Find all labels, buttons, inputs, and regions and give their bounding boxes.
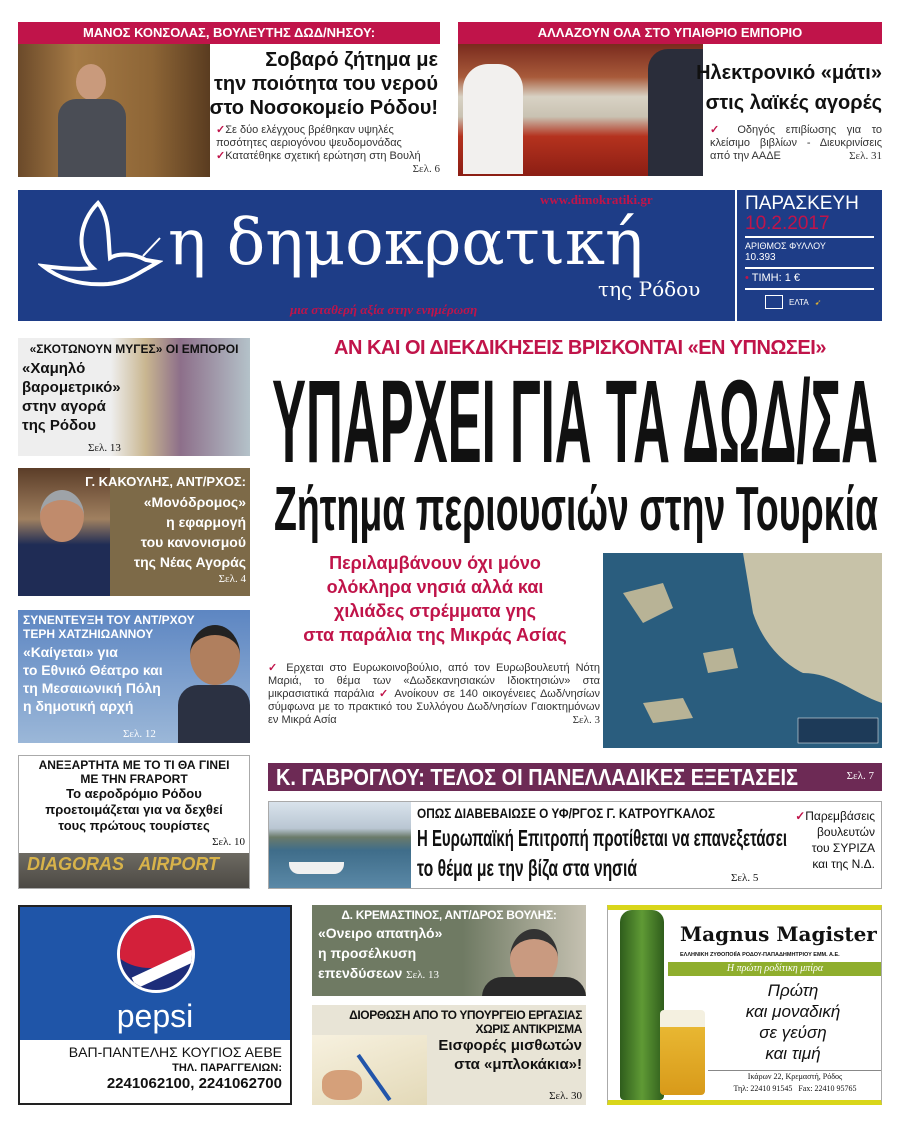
photo-kremastinos (482, 925, 586, 996)
story-kicker: ΜΕ ΤΗΝ FRAPORT (80, 772, 188, 786)
check-icon: ✓ (710, 124, 738, 136)
page-ref: Σελ. 3 (572, 714, 600, 726)
left-story-airport[interactable] (18, 755, 250, 889)
story-kicker: Γ. ΚΑΚΟΥΛΗΣ, ΑΝΤ/ΡΧΟΣ: (85, 474, 246, 489)
side-note: και της Ν.Δ. (812, 857, 875, 871)
lead-deck-line: ολόκληρα νησιά αλλά και (326, 577, 544, 597)
top-left-story[interactable] (18, 22, 440, 177)
story-title-line: στο Νοσοκομείο Ρόδου! (209, 97, 438, 119)
issue-info-panel: ΠΑΡΑΣΚΕΥΗ 10.2.2017 ΑΡΙΘΜΟΣ ΦΥΛΛΟΥ 10.393 • ΤΙΜΗ: 1 € ΕΛΤΑ ➹ (735, 190, 882, 321)
story-kicker: ΣΥΝΕΝΤΕΥΞΗ ΤΟΥ ΑΝΤ/ΡΧΟΥ (23, 613, 195, 627)
story-title-line: το θέμα με την βίζα στα νησιά (417, 855, 637, 881)
story-title-line: Σοβαρό ζήτημα με (265, 49, 438, 71)
lead-body: Ερχεται στο Ευρωκοινοβούλιο, από τον Ευρωβουλευτή Νότη Μαριά, το θέμα των «Δωδεκανησιακών Ιδιοκτησιών» στα μικρασιατικά παράλια (268, 662, 600, 700)
bar-headline-svg (276, 763, 801, 791)
gavroglou-bar[interactable] (268, 763, 882, 791)
story-title-line: τη Μεσαιωνική Πόλη (23, 680, 161, 696)
story-title-line: «Χαμηλό (22, 360, 86, 377)
story-kicker: ΟΠΩΣ ΔΙΑΒΕΒΑΙΩΣΕ Ο ΥΦ/ΡΓΟΣ Γ. ΚΑΤΡΟΥΓΚΑΛΟΣ (417, 805, 715, 821)
ad-brand: Magnus Magister (680, 922, 877, 946)
visa-title-svg (417, 854, 639, 882)
story-title-line: βαρομετρικό» (22, 379, 121, 396)
ad-slogan-line: Πρώτη (767, 981, 819, 1000)
story-title-line: Το αεροδρόμιο Ρόδου (66, 786, 202, 801)
story-text: Σε δύο ελέγχους βρέθηκαν υψηλές ποσότητες αεριογόνου ψευδομονάδας (216, 124, 402, 149)
page-ref: Σελ. 12 (123, 728, 156, 740)
photo-writing-hand (312, 1035, 427, 1105)
story-title-line: η εφαρμογή (166, 514, 246, 530)
story-kicker: ΧΩΡΙΣ ΑΝΤΙΚΡΙΣΜΑ (475, 1022, 582, 1036)
issue-price: ΤΙΜΗ: 1 € (751, 272, 801, 284)
beer-bottle-icon (620, 910, 664, 1100)
lead-kicker: ΑΝ ΚΑΙ ΟΙ ΔΙΕΚΔΙΚΗΣΕΙΣ ΒΡΙΣΚΟΝΤΑΙ «ΕΝ ΥΠΝΩΣΕΙ» (334, 337, 826, 359)
ad-phone-label: ΤΗΛ. ΠΑΡΑΓΓΕΛΙΩΝ: (172, 1062, 282, 1074)
story-title-line: «Μονόδρομος» (143, 494, 246, 510)
pepsi-logo: pepsi (116, 998, 194, 1034)
page-ref: Σελ. 13 (88, 442, 121, 454)
issue-number-label: ΑΡΙΘΜΟΣ ΦΥΛΛΟΥ (745, 241, 826, 251)
story-title-line: την ποιότητα του νερού (213, 73, 438, 95)
story-title-line: επενδύσεων (318, 965, 403, 981)
kremastinos-story[interactable] (312, 905, 586, 996)
story-title-line: το Εθνικό Θέατρο και (23, 662, 163, 678)
lead-subhead-svg (272, 476, 880, 544)
story-kicker: «ΣΚΟΤΩΝΟΥΝ ΜΥΓΕΣ» ΟΙ ΕΜΠΟΡΟΙ (29, 342, 239, 356)
page-ref: Σελ. 13 (406, 969, 440, 981)
lead-headline-svg (272, 364, 880, 470)
story-title-line: στην αγορά (22, 398, 106, 415)
story-title-line: Ηλεκτρονικό «μάτι» (696, 62, 882, 84)
left-story-flies[interactable] (18, 338, 250, 456)
ad-company: ΕΛΛΗΝΙΚΗ ΖΥΘΟΠΟΙΪΑ ΡΟΔΟΥ-ΠΑΠΑΔΗΜΗΤΡΙΟΥ ΕΜΜ. Α.Ε. (680, 952, 840, 958)
story-title-line: προετοιμάζεται για να δεχθεί (45, 802, 223, 817)
ad-slogan-line: και τιμή (765, 1044, 821, 1063)
ad-phones: 2241062100, 2241062700 (106, 1075, 282, 1092)
story-title-line: στις λαϊκές αγορές (705, 92, 882, 114)
lead-deck-line: Περιλαμβάνουν όχι μόνο (329, 553, 541, 573)
photo-airport-sign: DIAGORAS AIRPORT (19, 853, 250, 889)
ad-strip: Η πρώτη ροδίτικη μπίρα (668, 962, 882, 976)
issue-date: 10.2.2017 (745, 214, 874, 238)
elta-logo: ΕΛΤΑ (789, 297, 809, 307)
photo-mp-konsolas (18, 44, 210, 177)
lead-deck-line: χιλιάδες στρέμματα γης (334, 601, 536, 621)
postage-icon (765, 295, 783, 309)
story-kicker: Δ. ΚΡΕΜΑΣΤΙΝΟΣ, ΑΝΤ/ΔΡΟΣ ΒΟΥΛΗΣ: (341, 908, 557, 922)
ad-address: Ικάρων 22, Κρεμαστή, Ρόδος (747, 1072, 843, 1081)
lead-subhead: Ζήτημα περιουσιών στην Τουρκία (274, 476, 878, 544)
check-icon: ✓ (216, 124, 226, 136)
issue-day: ΠΑΡΑΣΚΕΥΗ (745, 193, 859, 214)
story-text: Κατατέθηκε σχετική ερώτηση στη Βουλή (225, 150, 421, 162)
story-kicker: ΜΑΝΟΣ ΚΟΝΣΟΛΑΣ, ΒΟΥΛΕΥΤΗΣ ΔΩΔ/ΝΗΣΟΥ: (18, 22, 440, 44)
story-kicker: ΔΙΟΡΘΩΣΗ ΑΠΟ ΤΟ ΥΠΟΥΡΓΕΙΟ ΕΡΓΑΣΙΑΣ (349, 1008, 582, 1022)
page-ref: Σελ. 6 (412, 163, 440, 175)
story-title-line: η προσέλκυση (318, 945, 417, 961)
website-link[interactable]: www.dimokratiki.gr (540, 192, 653, 207)
visa-kicker-svg (417, 804, 717, 822)
photo-harbor (269, 802, 411, 889)
lead-headline: ΥΠΑΡΧΕΙ ΓΙΑ ΤΑ ΔΩΔ/ΣΑ (272, 364, 878, 470)
story-title-line: του κανονισμού (140, 534, 246, 550)
page-ref: Σελ. 30 (549, 1090, 582, 1102)
elta-bird-icon: ➹ (814, 297, 822, 307)
labour-story[interactable] (312, 1005, 586, 1105)
lead-deck-line: στα παράλια της Μικράς Ασίας (303, 625, 567, 645)
story-title-line: Εισφορές μισθωτών (438, 1037, 582, 1054)
page-ref: Σελ. 10 (212, 836, 245, 848)
side-note: βουλευτών (817, 825, 875, 839)
story-title-line: Η Ευρωπαϊκή Επιτροπή προτίθεται να επανεξετάσει (417, 825, 787, 851)
check-icon: ✓ (795, 809, 806, 823)
page-ref: Σελ. 4 (218, 573, 246, 585)
page-ref: Σελ. 5 (731, 872, 759, 884)
ad-company: ΒΑΠ-ΠΑΝΤΕΛΗΣ ΚΟΥΓΙΟΣ ΑΕΒΕ (68, 1044, 282, 1060)
page-ref: Σελ. 7 (846, 770, 874, 782)
story-title-line: της Ρόδου (22, 417, 96, 434)
magnus-magister-ad[interactable] (607, 905, 882, 1105)
map-dodecanese (603, 553, 882, 748)
photo-chatziioannou (178, 625, 250, 743)
ad-slogan-line: και μοναδική (745, 1002, 841, 1021)
story-kicker: ΤΕΡΗ ΧΑΤΖΗΙΩΑΝΝΟΥ (23, 627, 154, 641)
left-story-kakoulis[interactable] (18, 468, 250, 596)
visa-title-svg (417, 824, 789, 852)
side-note: Παρεμβάσεις (805, 809, 875, 823)
page-ref: Σελ. 31 (849, 150, 882, 162)
pepsi-globe-icon (117, 915, 195, 993)
story-title-line: η δημοτική αρχή (23, 698, 134, 714)
check-icon: ✓ (216, 150, 226, 162)
masthead (18, 190, 882, 321)
ad-slogan-line: σε γεύση (759, 1023, 827, 1042)
beer-glass-icon (660, 1010, 705, 1095)
newspaper-title: η δημοκρατική (168, 206, 644, 280)
issue-number: 10.393 (745, 252, 874, 269)
visa-story[interactable] (268, 801, 882, 889)
pepsi-ad[interactable] (18, 905, 292, 1105)
check-icon: ✓ (268, 662, 287, 674)
top-right-story[interactable] (458, 22, 882, 177)
newspaper-subtitle: της Ρόδου (598, 277, 701, 301)
story-title-line: της Νέας Αγοράς (133, 554, 246, 570)
story-title-line: τους πρώτους τουρίστες (58, 818, 210, 833)
tagline: μια σταθερή αξία στην ενημέρωση (290, 302, 478, 317)
lead-body: Ανοίκουν σε 140 οικογένειες Δωδ/νησίων σύμφωνα με το πρακτικό του Συλλόγου Δωδ/νησίων Γαιοκτημόνων εν Μικρά Ασία (268, 688, 601, 726)
story-title-line: «Καίγεται» για (23, 644, 118, 660)
left-story-chatziioannou[interactable] (18, 610, 250, 743)
dove-logo-icon (38, 198, 163, 308)
story-title-line: στα «μπλοκάκια»! (454, 1056, 582, 1073)
side-note: του ΣΥΡΙΖΑ (811, 841, 875, 855)
ad-contact: Τηλ: 22410 91545 Fax: 22410 95765 (733, 1084, 857, 1093)
photo-street-market (458, 44, 703, 176)
story-text: Οδηγός επιβίωσης για το κλείσιμο βιβλίων - Διευκρινίσεις από την ΑΑΔΕ (710, 124, 882, 162)
story-kicker: ΑΛΛΑΖΟΥΝ ΟΛΑ ΣΤΟ ΥΠΑΙΘΡΙΟ ΕΜΠΟΡΙΟ (458, 22, 882, 44)
bar-headline: Κ. ΓΑΒΡΟΓΛΟΥ: ΤΕΛΟΣ ΟΙ ΠΑΝΕΛΛΑΔΙΚΕΣ ΕΞΕΤΑΣΕΙΣ (276, 764, 799, 790)
story-title-line: «Ονειρο απατηλό» (318, 925, 443, 941)
check-icon: ✓ (378, 688, 395, 700)
story-kicker: ΑΝΕΞΑΡΤΗΤΑ ΜΕ ΤΟ ΤΙ ΘΑ ΓΙΝΕΙ (38, 758, 230, 772)
